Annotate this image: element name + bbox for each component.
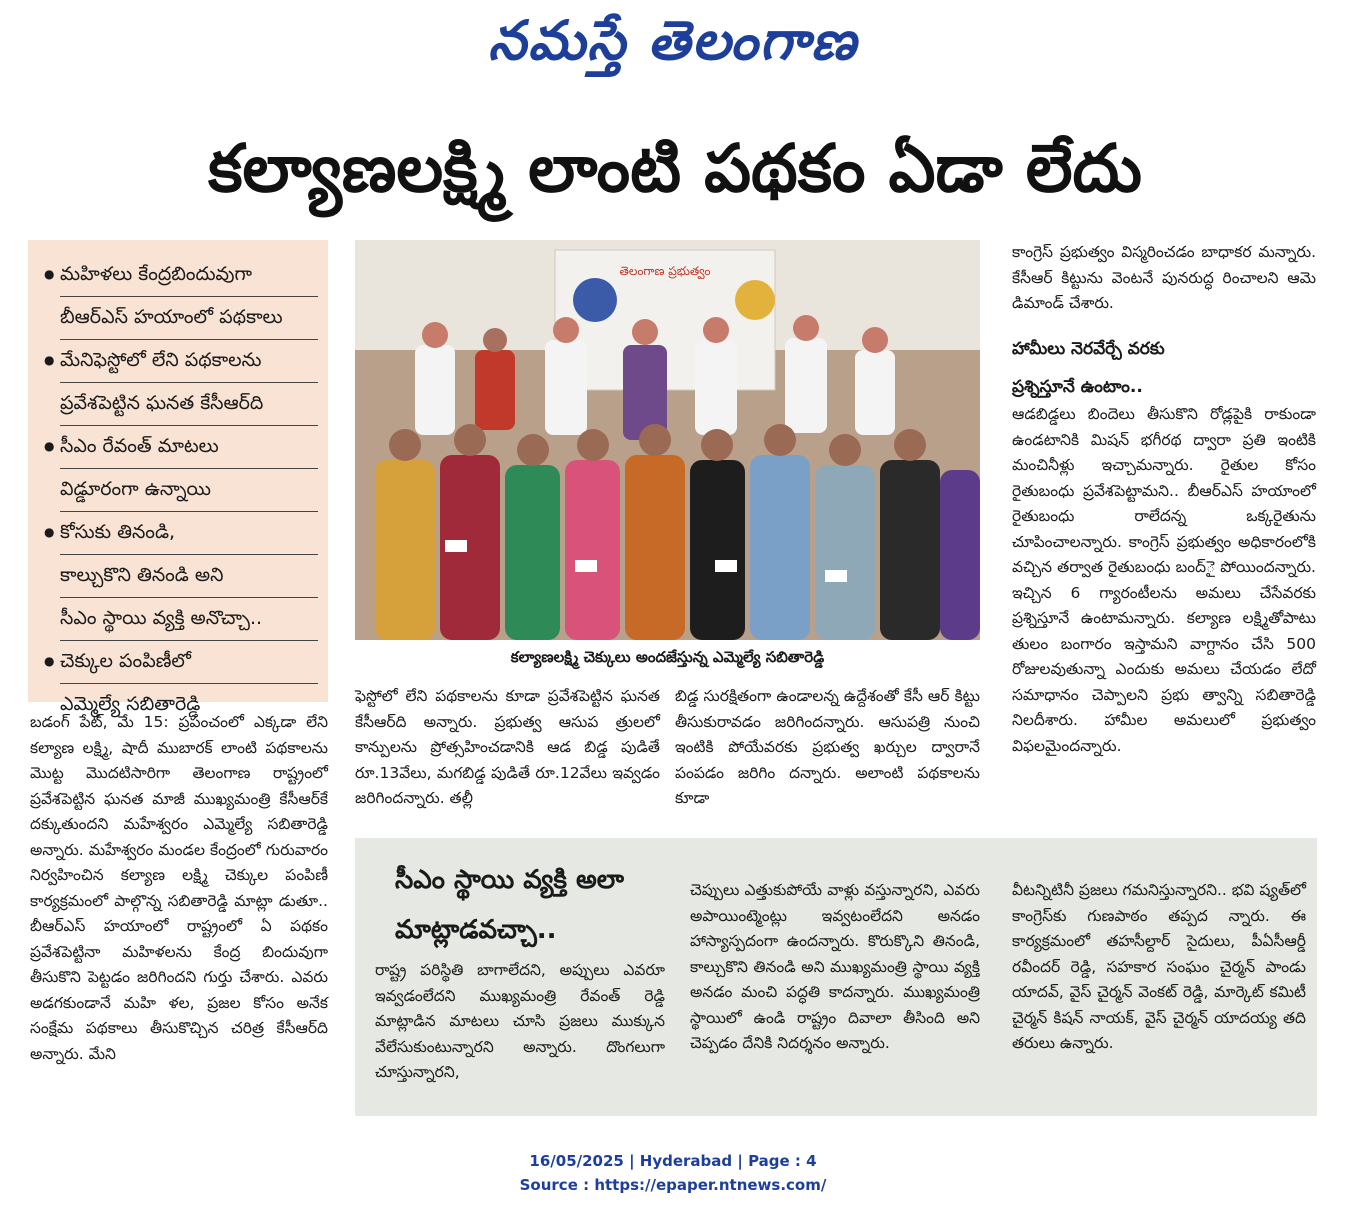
highlights-box — [28, 240, 328, 715]
highlight-item: ● సీఎం రేవంత్ మాటలు విడ్డూరంగా ఉన్నాయి — [44, 426, 318, 512]
photo-caption: కల్యాణలక్ష్మి చెక్కులు అందజేస్తున్న ఎమ్మెల్యే సబితారెడ్డి — [510, 648, 825, 666]
newspaper-masthead: నమస్తే తెలంగాణ — [488, 8, 858, 72]
highlight-item: ● మేనిఫెస్టోలో లేని పథకాలను ప్రవేశపెట్టిన ఘనత కేసీఆర్‌ది — [44, 340, 318, 426]
source-link[interactable]: Source : https://epaper.ntnews.com/ — [519, 1176, 827, 1194]
sidebar-story-column-2: చెప్పులు ఎత్తుకుపోయే వాళ్లు వస్తున్నారని, ఎవరు అపాయింట్మెంట్లు ఇవ్వటంలేదని అనడం హాస్యాస్పదంగా ఉందన్నారు. కొరుక్కొని తినండి, కాల్చుకొని తినండి అని ముఖ్యమంత్రి స్థాయి వ్యక్తి అనడం మంచి పద్ధతి కాదన్నారు. ముఖ్యమంత్రి స్థాయిలో ఉండి రాష్ట్రం దివాలా తీసింది అని చెప్పడం దేనికి నిదర్శనం అన్నారు. — [690, 881, 980, 1052]
sidebar-story-column-1: రాష్ట్ర పరిస్థితి బాగాలేదని, అప్పులు ఎవరూ ఇవ్వడంలేదని ముఖ్యమంత్రి రేవంత్ రెడ్డి మాట్లాడిన మాటలు చూసి ప్రజలు ముక్కున వేలేసుకుంటున్నారని అన్నారు. దొంగలుగా చూస్తున్నారని, — [375, 961, 665, 1081]
highlight-item: ● కోసుకు తినండి, కాల్చుకొని తినండి అని సీఎం స్థాయి వ్యక్తి అనొచ్చా.. — [44, 512, 318, 641]
highlight-item: ● చెక్కుల పంపిణీలో ఎమ్మెల్యే సబితారెడ్డి — [44, 641, 318, 726]
sidebar-story-column-3: వీటన్నిటినీ ప్రజలు గమనిస్తున్నారని.. భవి ష్యత్‌లో కాంగ్రెస్‌కు గుణపాఠం తప్పద న్నారు. ఈ కార్యక్రమంలో తహసీల్దార్ సైదులు, పీఏసీఆర్డీ రవీందర్ రెడ్డి, సహకార సంఘం చైర్మన్ పాండు యాదవ్, వైస్ చైర్మన్ వెంకట్ రెడ్డి, మార్కెట్ కమిటీ చైర్మన్ కిషన్ నాయక్, వైస్ చైర్మన్ యాదయ్య తది తరులు ఉన్నారు. — [1012, 881, 1307, 1052]
photo-banner-text: తెలంగాణ ప్రభుత్వం — [619, 264, 711, 278]
article-subheading: హామీలు నెరవేర్చే వరకు ప్రశ్నిస్తూనే ఉంటాం.. — [1012, 339, 1165, 397]
sidebar-story-heading: సీఎం స్థాయి వ్యక్తి అలా మాట్లాడవచ్చా.. — [395, 865, 625, 945]
article-column-4-top: కాంగ్రెస్ ప్రభుత్వం విస్మరించడం బాధాకర మన్నారు. కేసీఆర్ కిట్టును వెంటనే పునరుద్ధ రించాలని ఆమె డిమాండ్ చేశారు. — [1012, 243, 1316, 312]
article-headline: కల్యాణలక్ష్మి లాంటి పథకం ఏడా లేదు — [208, 130, 1142, 207]
article-column-1: బడంగ్ పేట్, మే 15: ప్రపంచంలో ఎక్కడా లేని కల్యాణ లక్ష్మి, షాదీ ముబారక్ లాంటి పథకాలను మొట్ట మొదటిసారిగా తెలంగాణ రాష్ట్రంలో ప్రవేశపెట్టిన ఘనత మాజీ ముఖ్యమంత్రి కేసీఆర్‌కే దక్కుతుందని మహేశ్వరం ఎమ్మెల్యే సబితారెడ్డి అన్నారు. మహేశ్వరం మండల కేంద్రంలో గురువారం నిర్వహించిన కల్యాణ లక్ష్మి చెక్కుల పంపిణీ కార్యక్రమంలో పాల్గొన్న సబితారెడ్డి మాట్లా డుతూ.. బీఆర్ఎస్ హయాంలో రాష్ట్రంలో ఏ పథకం ప్రవేశపెట్టినా మహిళలను కేంద్ర బిందువుగా తీసుకొని పెట్టడం జరిగిందని గుర్తు చేశారు. ఎవరు అడగకుండానే మహి ళల, ప్రజల కోసం అనేక సంక్షేమ పథకాలు తీసుకొచ్చిన చరిత్ర కేసీఆర్‌ది అన్నారు. మేని — [30, 713, 328, 1063]
article-column-3: బిడ్డ సురక్షితంగా ఉండాలన్న ఉద్దేశంతో కేసీ ఆర్ కిట్టు తీసుకురావడం జరిగిందన్నారు. ఆసుపత్రి నుంచి ఇంటికి పోయేవరకు ప్రభుత్వ ఖర్చుల ద్వారానే పంపడం జరిగిం దన్నారు. అలాంటి పథకాలను కూడా — [675, 687, 980, 807]
article-column-4-body: ఆడబిడ్డలు బిందెలు తీసుకొని రోడ్లపైకి రాకుండా ఉండటానికి మిషన్ భగీరథ ద్వారా ప్రతి ఇంటికి మంచినీళ్లు ఇచ్చామన్నారు. రైతుల కోసం రైతుబంధు ప్రవేశపెట్టామని.. బీఆర్ఎస్ హయాంలో రైతుబంధు రాలేదన్న ఒక్కరైతును చూపించాలన్నారు. కాంగ్రెస్ ప్రభుత్వం అధికారంలోకి వచ్చిన తర్వాత రైతుబంధు బంద్‌ై పోయిందన్నారు. ఇచ్చిన 6 గ్యారంటీలను అమలు చేసేవరకు ప్రశ్నిస్తూనే ఉంటామన్నారు. కల్యాణ లక్ష్మితోపాటు తులం బంగారం ఇస్తామని వాగ్దానం చేసి 500 రోజులవుతున్నా ఎందుకు అమలు చేయడం లేదో సమాధానం చెప్పాలని ప్రభు త్వాన్ని సబితారెడ్డి నిలదీశారు. హామీల అమలులో ప్రభుత్వం విఫలమైందన్నారు. — [1012, 405, 1316, 755]
highlight-item: ● మహిళలు కేంద్రబిందువుగా బీఆర్ఎస్ హయాంలో పథకాలు — [44, 254, 318, 340]
event-photo — [355, 240, 980, 640]
edition-info: 16/05/2025 | Hyderabad | Page : 4 — [529, 1152, 817, 1170]
article-column-2: ఫెస్టోలో లేని పథకాలను కూడా ప్రవేశపెట్టిన ఘనత కేసీఆర్‌ది అన్నారు. ప్రభుత్వ ఆసుప త్రులలో కాన్పులను ప్రోత్సహించడానికి ఆడ బిడ్డ పుడితే రూ.13వేలు, మగబిడ్డ పుడితే రూ.12వేలు ఇవ్వడం జరిగిందన్నారు. తల్లీ — [355, 687, 660, 807]
